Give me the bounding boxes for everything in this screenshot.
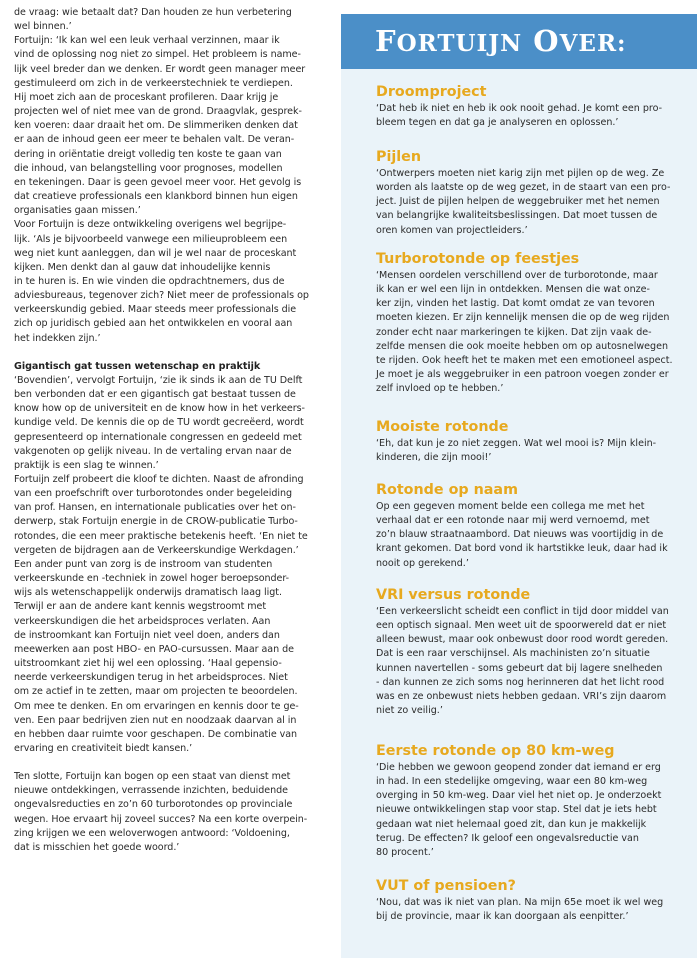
item-text xyxy=(376,437,694,465)
section-heading: Gigantisch gat tussen wetenschap en praktijk xyxy=(14,360,261,372)
text-line: om ze actief in te zetten, maar om projecten te beoordelen. xyxy=(14,686,298,698)
text-line: wegen. Hoe ervaart hij zoveel succes? Na een korte overpein- xyxy=(14,813,308,825)
text-line: zelfde mensen die ook moeite hebben om op autosnelwegen xyxy=(376,340,669,352)
sidebar-item-pijlen xyxy=(376,148,694,238)
text-line: verkeerskundigen die het arbeidsproces verlaten. Aan xyxy=(14,615,271,627)
item-heading: Rotonde op naam xyxy=(376,482,518,498)
text-line: de vraag: wie betaalt dat? Dan houden ze hun verbetering xyxy=(14,7,292,18)
title-rest-1: ORTUIJN xyxy=(396,30,523,57)
text-line: ‘Bovendien’, vervolgt Fortuijn, ‘zie ik sinds ik aan de TU Delft xyxy=(14,374,303,386)
text-line: bleem tegen en dat ga je analyseren en oplossen.’ xyxy=(376,117,619,129)
text-line: Terwijl er aan de andere kant kennis wegstroomt met xyxy=(14,601,267,613)
text-line: kijken. Men denkt dan al gauw dat inhoudelijke kennis xyxy=(14,261,271,273)
text-line: ven. Een paar bedrijven zien nut en noodzaak daarvan al in xyxy=(14,714,297,726)
text-line: organisaties gaan missen.’ xyxy=(14,205,141,217)
text-line: oren komen van projectleiders.’ xyxy=(376,224,528,236)
item-heading: Turborotonde op feestjes xyxy=(376,251,580,267)
text-line: was en ze onbewust niets hebben gedaan. VRI’s zijn daarom xyxy=(376,690,667,702)
text-line: lijk veel breder dan we denken. Er wordt geen manager meer xyxy=(14,63,306,75)
text-line: een optisch signaal. Men weet uit de spoorwereld dat er niet xyxy=(376,620,667,632)
text-line: kunnen navertellen - soms gebeurt dat bij lagere snelheden xyxy=(376,662,663,674)
text-line: ker zijn, vinden het lastig. Dat komt omdat ze van tevoren xyxy=(376,298,655,310)
text-line: Om mee te denken. En om ervaringen en kennis door te ge- xyxy=(14,700,299,712)
text-line: gestimuleerd om zich in de verkeerstechniek te verdiepen. xyxy=(14,77,293,89)
text-line: ‘Mensen oordelen verschillend over de turborotonde, maar xyxy=(376,270,658,281)
text-line: zelf invloed op te hebben.’ xyxy=(376,383,504,395)
article-paragraphs-2 xyxy=(14,374,326,756)
item-text xyxy=(376,761,694,860)
text-line: er aan de inhoud geen eer meer te behalen valt. De veran- xyxy=(14,134,295,146)
text-line: gepresenteerd op internationale congressen en gedeeld met xyxy=(14,431,302,443)
text-line: bij de provincie, maar ik kan doorgaan als eenpitter.’ xyxy=(376,911,629,923)
text-line: lijk. ‘Als je bijvoorbeeld vanwege een milieuprobleem een xyxy=(14,233,288,245)
text-line: en tekeningen. Daar is geen gevoel meer voor. Het gevolg is xyxy=(14,176,302,188)
text-line: verkeerskundig gebied. Maar steeds meer professionals die xyxy=(14,304,297,316)
text-line: nieuwe ontwikkelingen stap voor stap. Stel dat je iets hebt xyxy=(376,804,657,816)
text-line: ken voeren: daar draait het om. De slimmeriken denken dat xyxy=(14,120,298,132)
text-line: krant gekomen. Dat bord vond ik hartstikke leuk, daar had ik xyxy=(376,543,668,555)
text-line: terug. De effecten? Ik geloof een ongevalsreductie van xyxy=(376,832,639,844)
article-paragraphs-3 xyxy=(14,770,326,855)
text-line: worden als laatste op de weg gezet, in de staart van een pro- xyxy=(376,182,671,194)
text-line: van belangrijke kwaliteitsbeslissingen. Dat moet tussen de xyxy=(376,210,658,222)
text-line: ‘Eh, dat kun je zo niet zeggen. Wat wel mooi is? Mijn klein- xyxy=(376,438,657,449)
item-text xyxy=(376,500,694,571)
sidebar-item-eerste-rotonde xyxy=(376,742,694,860)
text-line: ‘Nou, dat was ik niet van plan. Na mijn 65e moet ik wel weg xyxy=(376,897,664,908)
item-text xyxy=(376,167,694,238)
text-line: ject. Juist de pijlen helpen de weggebruiker met het nemen xyxy=(376,196,660,208)
article-body xyxy=(14,6,326,855)
article-paragraphs-1 xyxy=(14,6,326,346)
text-line: te rijden. Ook heeft het te maken met een emotioneel aspect. xyxy=(376,354,673,366)
sidebar-item-mooiste-rotonde xyxy=(376,418,694,465)
text-line: - dan kunnen ze zich soms nog herinneren dat het licht rood xyxy=(376,676,665,688)
text-line: vergeten de bijdragen aan de Verkeerskundige Werkdagen.’ xyxy=(14,544,299,556)
text-line: in te huren is. En wie vinden die opdrachtnemers, dus de xyxy=(14,275,285,287)
text-line: Je moet je als weggebruiker in een patroon voegen zonder er xyxy=(376,369,669,381)
sidebar-title xyxy=(375,24,627,58)
text-line: Fortuijn: ‘Ik kan wel een leuk verhaal verzinnen, maar ik xyxy=(14,35,280,47)
text-line: van prof. Hansen, en internationale publicaties over het on- xyxy=(14,502,296,514)
text-line: zo’n blauw straatnaambord. Dat nieuws was voortijdig in de xyxy=(376,529,664,541)
title-cap-f: F xyxy=(375,24,397,58)
text-line: projecten wel of niet mee van de grond. Draagvlak, gesprek- xyxy=(14,106,302,118)
text-line: gedaan wat niet helemaal goed zit, dan kun je makkelijk xyxy=(376,818,647,830)
text-line: ongevalsreducties en zo’n 60 turborotondes op provinciale xyxy=(14,799,293,811)
text-line: in had. In een stedelijke omgeving, waar een 80 km-weg xyxy=(376,776,648,788)
item-heading: VUT of pensioen? xyxy=(376,878,516,894)
text-line: Fortuijn zelf probeert die kloof te dichten. Naast de afronding xyxy=(14,474,304,485)
title-cap-o: O xyxy=(533,24,560,58)
text-line: kinderen, die zijn mooi!’ xyxy=(376,452,492,464)
item-heading: Mooiste rotonde xyxy=(376,419,509,435)
text-line: zich op juridisch gebied aan het ontwikkelen en vooral aan xyxy=(14,318,293,330)
text-line: meewerken aan post HBO- en PAO-cursussen. Maar aan de xyxy=(14,643,294,655)
text-line: de instroomkant kan Fortuijn niet veel doen, anders dan xyxy=(14,629,280,641)
paragraph-gap xyxy=(14,756,326,770)
sidebar-item-droomproject xyxy=(376,83,694,130)
text-line: overging in 50 km-weg. Daar viel het niet op. Je onderzoekt xyxy=(376,790,662,802)
text-line: derwerp, stak Fortuijn energie in de CROW-publicatie Turbo- xyxy=(14,516,298,528)
text-line: moeten kiezen. Er zijn kennelijk mensen die op de weg rijden xyxy=(376,312,670,324)
text-line: adviesbureaus, tegenover zich? Niet meer de professionals op xyxy=(14,290,309,302)
text-line: zonder echt naar markeringen te kijken. Dat zijn vaak de- xyxy=(376,326,652,338)
item-text xyxy=(376,269,694,396)
item-text xyxy=(376,102,694,130)
title-rest-2: VER: xyxy=(559,30,627,57)
item-heading: VRI versus rotonde xyxy=(376,587,531,603)
text-line: wel binnen.’ xyxy=(14,21,72,33)
text-line: alleen bewust, maar ook onbewust door rood wordt gereden. xyxy=(376,634,669,646)
text-line: Dat is een raar verschijnsel. Als machinisten zo’n situatie xyxy=(376,648,650,660)
text-line: ‘Ontwerpers moeten niet karig zijn met pijlen op de weg. Ze xyxy=(376,168,665,179)
sidebar-item-vri-versus-rotonde xyxy=(376,586,694,718)
text-line: het indekken zijn.’ xyxy=(14,332,101,344)
text-line: die inhoud, van belangstelling voor prognoses, modellen xyxy=(14,162,283,174)
text-line: dering in oriëntatie dreigt volledig ten koste te gaan van xyxy=(14,148,282,160)
text-line: ‘Dat heb ik niet en heb ik ook nooit gehad. Je komt een pro- xyxy=(376,103,663,114)
text-line: rotondes, die een meer praktische betekenis heeft. ‘En niet te xyxy=(14,530,308,542)
sidebar-item-turborotonde xyxy=(376,250,694,396)
sidebar-banner xyxy=(341,14,697,69)
text-line: nieuwe ontdekkingen, verrassende inzichten, beduidende xyxy=(14,785,288,797)
text-line: ‘Die hebben we gewoon geopend zonder dat iemand er erg xyxy=(376,762,661,773)
item-text xyxy=(376,896,694,924)
text-line: dat is misschien het goede woord.’ xyxy=(14,841,180,853)
text-line: en hebben daar ruimte voor geschapen. De combinatie van xyxy=(14,728,298,740)
text-line: vakgenoten op gelijk niveau. In de vertaling ervan naar de xyxy=(14,445,292,457)
text-line: ervaring en creativiteit biedt kansen.’ xyxy=(14,742,193,754)
item-heading: Droomproject xyxy=(376,84,487,100)
text-line: vind de oplossing nog niet zo simpel. Het probleem is name- xyxy=(14,49,301,61)
text-line: ben verbonden dat er een gigantisch gat bestaat tussen de xyxy=(14,389,296,401)
text-line: wijs als wetenschappelijk onderwijs dramatisch laag ligt. xyxy=(14,587,282,599)
text-line: 80 procent.’ xyxy=(376,846,434,858)
text-line: know how op de universiteit en de know how in het verkeers- xyxy=(14,403,305,415)
sidebar-item-vut-of-pensioen xyxy=(376,877,694,924)
text-line: van een proefschrift over turborotondes onder begeleiding xyxy=(14,488,292,500)
text-line: ik kan er wel een lijn in ontdekken. Mensen die wat onze- xyxy=(376,284,650,296)
text-line: neerde verkeerskundigen terug in het arbeidsproces. Niet xyxy=(14,672,288,684)
item-text xyxy=(376,605,694,718)
text-line: verhaal dat er een rotonde naar mij werd vernoemd, met xyxy=(376,515,650,527)
text-line: zing krijgen we een weloverwogen antwoord: ‘Voldoening, xyxy=(14,827,290,839)
text-line: Hij moet zich aan de proceskant profileren. Daar krijg je xyxy=(14,91,279,103)
text-line: verkeerskunde en -techniek in zowel hoger beroepsonder- xyxy=(14,573,290,585)
text-line: weg niet kunt aanleggen, dan wil je wel naar de proceskant xyxy=(14,247,297,259)
item-heading: Eerste rotonde op 80 km-weg xyxy=(376,743,615,759)
text-line: nooit op gerekend.’ xyxy=(376,557,469,569)
text-line: Voor Fortuijn is deze ontwikkeling overigens wel begrijpe- xyxy=(14,219,287,231)
text-line: praktijk is een slag te winnen.’ xyxy=(14,459,159,471)
text-line: Op een gegeven moment belde een collega me met het xyxy=(376,501,645,512)
text-line: uitstroomkant ziet hij wel een oplossing. ‘Haal gepensio- xyxy=(14,658,282,670)
text-line: ‘Een verkeerslicht scheidt een conflict in tijd door middel van xyxy=(376,606,669,617)
sidebar-item-rotonde-op-naam xyxy=(376,481,694,571)
sidebar-panel xyxy=(341,14,697,958)
text-line: niet zo veilig.’ xyxy=(376,705,443,717)
text-line: dat creatieve professionals een klankbord binnen hun eigen xyxy=(14,191,298,203)
text-line: Ten slotte, Fortuijn kan bogen op een staat van dienst met xyxy=(14,771,291,783)
text-line: Een ander punt van zorg is de instroom van studenten xyxy=(14,558,273,570)
item-heading: Pijlen xyxy=(376,149,422,165)
text-line: kundige veld. De kennis die op de TU wordt gecreëerd, wordt xyxy=(14,417,304,429)
paragraph-gap xyxy=(14,346,326,360)
